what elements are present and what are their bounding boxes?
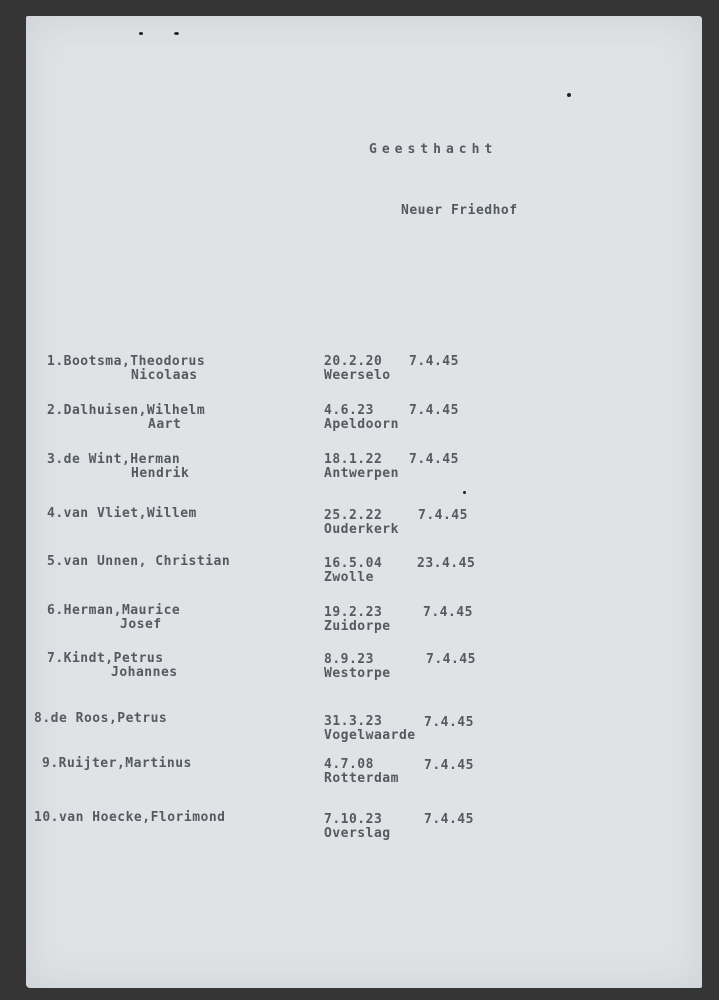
page-subtitle: Neuer Friedhof bbox=[401, 203, 518, 218]
page-title: Geesthacht bbox=[369, 142, 498, 157]
entry-death-date: 7.4.45 bbox=[426, 652, 476, 667]
entry-name: 3.de Wint,Herman bbox=[47, 452, 181, 467]
entry-death-date: 7.4.45 bbox=[409, 403, 459, 418]
entry-name: 4.van Vliet,Willem bbox=[47, 506, 197, 521]
entry-birth-date: 20.2.20 bbox=[324, 354, 383, 369]
entry-birth-date: 31.3.23 bbox=[324, 714, 383, 729]
paper-sheet bbox=[26, 16, 702, 988]
ink-speck bbox=[567, 93, 571, 97]
entry-name: 9.Ruijter,Martinus bbox=[42, 756, 192, 771]
entry-death-date: 7.4.45 bbox=[423, 605, 473, 620]
entry-birth-date: 16.5.04 bbox=[324, 556, 383, 571]
entry-birth-date: 8.9.23 bbox=[324, 652, 374, 667]
entry-birth-date: 4.7.08 bbox=[324, 757, 374, 772]
entry-name: 2.Dalhuisen,Wilhelm bbox=[47, 403, 206, 418]
entry-birth-date: 19.2.23 bbox=[324, 605, 383, 620]
entry-death-date: 7.4.45 bbox=[424, 812, 474, 827]
entry-birth-place: Ouderkerk bbox=[324, 522, 399, 537]
entry-birth-place: Zwolle bbox=[324, 570, 374, 585]
entry-death-date: 7.4.45 bbox=[424, 715, 474, 730]
entry-name-continued: Josef bbox=[120, 617, 162, 632]
entry-name: 10.van Hoecke,Florimond bbox=[34, 810, 226, 825]
entry-birth-date: 7.10.23 bbox=[324, 812, 383, 827]
entry-death-date: 7.4.45 bbox=[418, 508, 468, 523]
entry-birth-place: Antwerpen bbox=[324, 466, 399, 481]
entry-name-continued: Johannes bbox=[111, 665, 178, 680]
entry-birth-place: Apeldoorn bbox=[324, 417, 399, 432]
entry-death-date: 7.4.45 bbox=[409, 452, 459, 467]
ink-speck bbox=[463, 491, 466, 494]
entry-birth-place: Zuidorpe bbox=[324, 619, 391, 634]
entry-name: 8.de Roos,Petrus bbox=[34, 711, 168, 726]
entry-name-continued: Nicolaas bbox=[131, 368, 198, 383]
entry-name-continued: Aart bbox=[148, 417, 182, 432]
entry-birth-place: Vogelwaarde bbox=[324, 728, 416, 743]
entry-birth-date: 18.1.22 bbox=[324, 452, 383, 467]
entry-birth-date: 25.2.22 bbox=[324, 508, 383, 523]
entry-birth-place: Overslag bbox=[324, 826, 391, 841]
entry-name: 1.Bootsma,Theodorus bbox=[47, 354, 206, 369]
ink-speck bbox=[174, 32, 179, 35]
entry-name-continued: Hendrik bbox=[131, 466, 190, 481]
entry-birth-date: 4.6.23 bbox=[324, 403, 374, 418]
entry-birth-place: Rotterdam bbox=[324, 771, 399, 786]
entry-death-date: 23.4.45 bbox=[417, 556, 476, 571]
entry-name: 6.Herman,Maurice bbox=[47, 603, 181, 618]
entry-name: 7.Kindt,Petrus bbox=[47, 651, 164, 666]
entry-name: 5.van Unnen, Christian bbox=[47, 554, 231, 569]
entry-birth-place: Westorpe bbox=[324, 666, 391, 681]
ink-speck bbox=[139, 32, 143, 35]
entry-death-date: 7.4.45 bbox=[424, 758, 474, 773]
entry-death-date: 7.4.45 bbox=[409, 354, 459, 369]
entry-birth-place: Weerselo bbox=[324, 368, 391, 383]
